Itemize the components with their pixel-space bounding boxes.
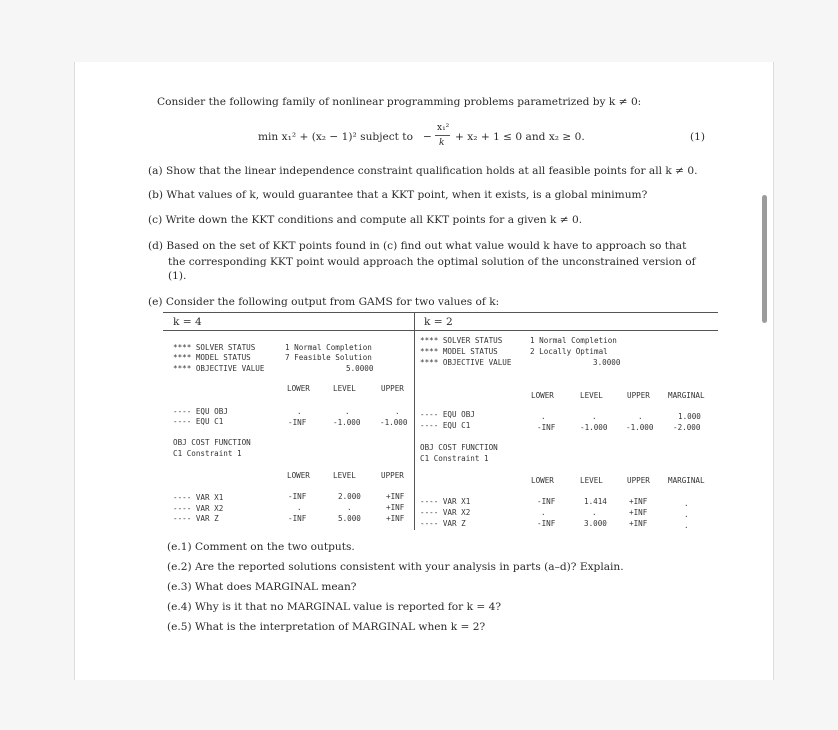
equation-frac-den: k — [439, 138, 445, 148]
left-var-1-lower: -INF — [288, 492, 307, 501]
right-var-row-2: ---- VAR X2 — [420, 508, 471, 517]
right-var-1-upper: +INF — [629, 497, 648, 506]
left-var-row-1: ---- VAR X1 — [173, 493, 224, 502]
right-status-label-3: **** OBJECTIVE VALUE — [420, 358, 512, 367]
part-a: (a) Show that the linear independence constraint qualification holds at all feasible points for all k ≠ 0. — [148, 165, 698, 177]
right-var-2-level: . — [592, 508, 597, 517]
right-legend-1: OBJ COST FUNCTION — [420, 443, 498, 452]
question-e4: (e.4) Why is it that no MARGINAL value is reported for k = 4? — [167, 601, 502, 613]
left-equ-col-upper: UPPER — [381, 384, 404, 393]
left-equ-1-upper: . — [395, 407, 400, 416]
right-var-3-marginal: . — [684, 521, 689, 530]
part-e: (e) Consider the following output from GAMS for two values of k: — [148, 296, 500, 308]
right-var-col-upper: UPPER — [627, 476, 650, 485]
question-e2: (e.2) Are the reported solutions consistent with your analysis in parts (a–d)? Explain. — [167, 561, 624, 573]
table-divider — [414, 312, 415, 530]
equation-frac-bar — [435, 135, 450, 136]
part-c: (c) Write down the KKT conditions and compute all KKT points for a given k ≠ 0. — [148, 214, 583, 226]
equation-objective: min x₁² + (x₂ − 1)² subject to — [258, 131, 413, 143]
left-equ-2-lower: -INF — [288, 418, 307, 427]
right-status-label-1: **** SOLVER STATUS — [420, 336, 503, 345]
right-var-2-marginal: . — [684, 510, 689, 519]
right-equ-2-marginal: -2.000 — [673, 423, 701, 432]
right-var-1-level: 1.414 — [584, 497, 607, 506]
left-equ-2-level: -1.000 — [333, 418, 361, 427]
right-status-value-2: 2 Locally Optimal — [530, 347, 608, 356]
right-status-label-2: **** MODEL STATUS — [420, 347, 498, 356]
part-d-line2: the corresponding KKT point would approach the optimal solution of the unconstrained version of — [168, 256, 696, 268]
left-status-value-3: 5.0000 — [346, 364, 374, 373]
right-equ-1-upper: . — [638, 412, 643, 421]
right-equ-1-lower: . — [541, 412, 546, 421]
right-var-2-lower: . — [541, 508, 546, 517]
left-legend-2: C1 Constraint 1 — [173, 449, 242, 458]
right-equ-col-marginal: MARGINAL — [668, 391, 705, 400]
left-var-row-3: ---- VAR Z — [173, 514, 219, 523]
right-status-value-1: 1 Normal Completion — [530, 336, 617, 345]
equation-rest: + x₂ + 1 ≤ 0 and x₂ ≥ 0. — [455, 131, 585, 143]
part-b: (b) What values of k, would guarantee that a KKT point, when it exists, is a global minimum? — [148, 189, 648, 201]
right-equ-2-level: -1.000 — [580, 423, 608, 432]
intro-text: Consider the following family of nonlinear programming problems parametrized by k ≠ 0: — [157, 96, 642, 108]
equation-frac-num: x₁² — [437, 123, 450, 133]
right-var-col-level: LEVEL — [580, 476, 603, 485]
left-var-3-level: 5.000 — [338, 514, 361, 523]
right-equ-col-upper: UPPER — [627, 391, 650, 400]
left-legend-1: OBJ COST FUNCTION — [173, 438, 251, 447]
right-var-1-lower: -INF — [537, 497, 556, 506]
left-equ-2-upper: -1.000 — [380, 418, 408, 427]
left-equ-row-2: ---- EQU C1 — [173, 417, 224, 426]
right-header: k = 2 — [424, 316, 453, 328]
right-var-col-lower: LOWER — [531, 476, 554, 485]
question-e5: (e.5) What is the interpretation of MARGINAL when k = 2? — [167, 621, 486, 633]
right-equ-2-lower: -INF — [537, 423, 556, 432]
right-equ-1-level: . — [592, 412, 597, 421]
left-equ-1-lower: . — [297, 407, 302, 416]
left-status-value-2: 7 Feasible Solution — [285, 353, 372, 362]
right-var-3-level: 3.000 — [584, 519, 607, 528]
right-equ-1-marginal: 1.000 — [678, 412, 701, 421]
right-var-row-1: ---- VAR X1 — [420, 497, 471, 506]
left-var-2-upper: +INF — [386, 503, 405, 512]
left-equ-1-level: . — [345, 407, 350, 416]
left-var-3-upper: +INF — [386, 514, 405, 523]
part-d-line3: (1). — [168, 270, 187, 282]
left-var-1-level: 2.000 — [338, 492, 361, 501]
table-top-rule — [163, 312, 718, 313]
table-header-rule — [163, 330, 718, 331]
equation-number: (1) — [690, 131, 706, 143]
left-equ-row-1: ---- EQU OBJ — [173, 407, 228, 416]
left-status-label-3: **** OBJECTIVE VALUE — [173, 364, 265, 373]
left-status-label-1: **** SOLVER STATUS — [173, 343, 256, 352]
left-status-label-2: **** MODEL STATUS — [173, 353, 251, 362]
left-header: k = 4 — [173, 316, 202, 328]
left-var-col-upper: UPPER — [381, 471, 404, 480]
right-equ-row-2: ---- EQU C1 — [420, 421, 471, 430]
right-var-col-marginal: MARGINAL — [668, 476, 705, 485]
right-equ-row-1: ---- EQU OBJ — [420, 410, 475, 419]
left-var-row-2: ---- VAR X2 — [173, 504, 224, 513]
left-var-1-upper: +INF — [386, 492, 405, 501]
left-var-2-level: . — [347, 503, 352, 512]
right-equ-2-upper: -1.000 — [626, 423, 654, 432]
right-var-3-upper: +INF — [629, 519, 648, 528]
right-var-2-upper: +INF — [629, 508, 648, 517]
part-d-line1: (d) Based on the set of KKT points found in (c) find out what value would k have to approach so that — [148, 240, 687, 252]
left-var-col-lower: LOWER — [287, 471, 310, 480]
right-equ-col-lower: LOWER — [531, 391, 554, 400]
right-legend-2: C1 Constraint 1 — [420, 454, 489, 463]
equation-minus: − — [423, 131, 432, 143]
scrollbar[interactable] — [762, 195, 767, 323]
right-var-3-lower: -INF — [537, 519, 556, 528]
left-equ-col-lower: LOWER — [287, 384, 310, 393]
left-var-col-level: LEVEL — [333, 471, 356, 480]
question-e1: (e.1) Comment on the two outputs. — [167, 541, 355, 553]
right-status-value-3: 3.0000 — [593, 358, 621, 367]
left-status-value-1: 1 Normal Completion — [285, 343, 372, 352]
right-var-1-marginal: . — [684, 499, 689, 508]
left-equ-col-level: LEVEL — [333, 384, 356, 393]
right-var-row-3: ---- VAR Z — [420, 519, 466, 528]
left-var-2-lower: . — [297, 503, 302, 512]
right-equ-col-level: LEVEL — [580, 391, 603, 400]
left-var-3-lower: -INF — [288, 514, 307, 523]
question-e3: (e.3) What does MARGINAL mean? — [167, 581, 357, 593]
